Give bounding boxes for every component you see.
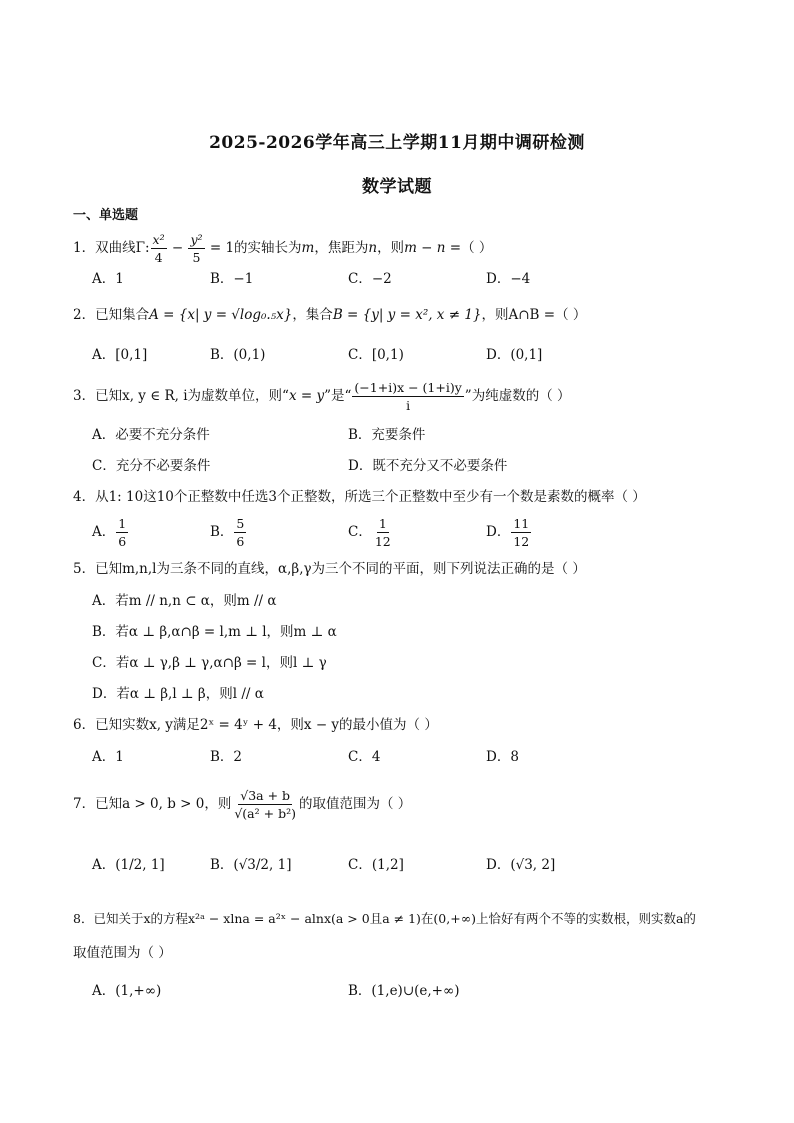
q1-option-c[interactable]: C．−2 (348, 271, 392, 287)
q8-option-b[interactable]: B．(1,e)∪(e,+∞) (348, 983, 460, 999)
exam-subtitle: 数学试题 (362, 177, 432, 197)
q2-option-a[interactable]: A．[0,1] (92, 347, 148, 363)
question-5: 5．已知m,n,l为三条不同的直线，α,β,γ为三个不同的平面，则下列说法正确的是（ ） (73, 561, 586, 577)
section-label-single-choice: 一、单选题 (73, 208, 139, 223)
frac-sqrt3a-b: $\frac{√3a + b}{\text{√(a² + b²)}}$ (234, 788, 296, 821)
frac-y2-5: $\frac{\text{y²}}{5}$ (190, 232, 203, 265)
q4-option-a[interactable]: A． $\frac{1}{6}$ (92, 516, 127, 549)
q3-option-b[interactable]: B．充要条件 (348, 427, 426, 443)
q7-option-d[interactable]: D．(√3, 2] (486, 857, 556, 873)
question-2: 2．已知集合A = {x| y = √log₀.₅x}，集合B = {y| y = x², x ≠ 1}，则A∩B =（ ） (73, 307, 587, 323)
q7-option-c[interactable]: C．(1,2] (348, 857, 404, 873)
q3-option-a[interactable]: A．必要不充分条件 (92, 427, 210, 443)
q6-option-a[interactable]: A．1 (92, 749, 124, 765)
question-8: 8．已知关于x的方程x²ᵃ − xlna = a²ˣ − alnx(a > 0且a ≠ 1)在(0,+∞)上恰好有两个不等的实数根，则实数a的 (73, 911, 696, 926)
question-6: 6．已知实数x, y满足2ˣ = 4ʸ + 4，则x − y的最小值为（ ） (73, 717, 438, 733)
q1-option-d[interactable]: D．−4 (486, 271, 531, 287)
question-3: 3．已知x, y ∈ R, i为虚数单位，则“x = y”是“ $\frac{(-1+i)x - (1+i)y}{i}$ ”为纯虚数的（ ） (73, 380, 571, 413)
q3-option-c[interactable]: C．充分不必要条件 (92, 458, 211, 474)
frac-complex: $\frac{(-1+i)x - (1+i)y}{i}$ (354, 380, 462, 413)
q5-option-a[interactable]: A．若m // n,n ⊂ α，则m // α (92, 593, 277, 609)
exam-title: 2025-2026学年高三上学期11月期中调研检测 (209, 133, 585, 153)
q3-option-d[interactable]: D．既不充分又不必要条件 (348, 458, 508, 474)
q8-option-a[interactable]: A．(1,+∞) (92, 983, 162, 999)
q2-option-b[interactable]: B．(0,1) (210, 347, 266, 363)
q7-option-b[interactable]: B．(√3/2, 1] (210, 857, 292, 873)
q1-option-b[interactable]: B．−1 (210, 271, 254, 287)
q2-option-d[interactable]: D．(0,1] (486, 347, 543, 363)
question-1: 1．双曲线Γ: $\frac{\text{x²}}{4}$ − $\frac{\text{y²}}{5}$ = 1的实轴长为m，焦距为n，则m − n =（ ） (73, 232, 493, 265)
q2-option-c[interactable]: C．[0,1) (348, 347, 404, 363)
frac-x2-4: $\frac{\text{x²}}{4}$ (152, 232, 165, 265)
q5-option-c[interactable]: C．若α ⊥ γ,β ⊥ γ,α∩β = l，则l ⊥ γ (92, 655, 327, 671)
q4-option-d[interactable]: D． $\frac{11}{12}$ (486, 516, 530, 549)
q6-option-d[interactable]: D．8 (486, 749, 519, 765)
question-8-line2: 取值范围为（ ） (73, 945, 172, 961)
question-7: 7．已知a > 0, b > 0，则 $\frac{√3a + b}{\text{√(a² + b²)}}$ 的取值范围为（ ） (73, 788, 412, 821)
q6-option-b[interactable]: B．2 (210, 749, 243, 765)
q4-option-c[interactable]: C． $\frac{1}{12}$ (348, 516, 391, 549)
q5-option-b[interactable]: B．若α ⊥ β,α∩β = l,m ⊥ l，则m ⊥ α (92, 624, 337, 640)
q7-option-a[interactable]: A．(1/2, 1] (92, 857, 165, 873)
q6-option-c[interactable]: C．4 (348, 749, 381, 765)
q5-option-d[interactable]: D．若α ⊥ β,l ⊥ β，则l // α (92, 686, 264, 702)
q4-option-b[interactable]: B． $\frac{5}{6}$ (210, 516, 245, 549)
q1-option-a[interactable]: A．1 (92, 271, 124, 287)
question-4: 4．从1: 10这10个正整数中任选3个正整数，所选三个正整数中至少有一个数是素数的概率（ ） (73, 489, 646, 505)
